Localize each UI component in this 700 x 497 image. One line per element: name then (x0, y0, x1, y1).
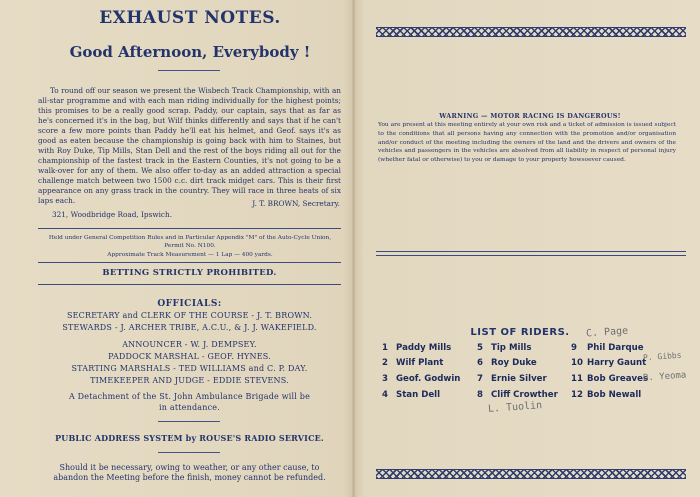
divider (38, 284, 341, 285)
address: 321, Woodbridge Road, Ipswich. (52, 210, 173, 219)
betting-notice: BETTING STRICTLY PROHIBITED. (102, 268, 277, 278)
greeting-heading: Good Afternoon, Everybody ! (69, 43, 311, 61)
officials-heading: OFFICIALS: (157, 299, 222, 309)
pa-notice: PUBLIC ADDRESS SYSTEM by ROUSE'S RADIO SERVICE. (55, 433, 324, 443)
rider-entry: 10 Harry Gaunt (571, 358, 647, 368)
handwritten-note: P. Gibbs (642, 350, 682, 363)
warning-text: You are present at this meeting entirely at your own risk and a ticket of admission is issued subject to the conditions that all persons having any connection with the promotion and/or organisation and/or conduct of the meeting including the owners of the land and the drivers and owners of the vehicles and passengers in the vehicles are absolved from all liability in respect of personal injury (whether fatal or otherwise) to you or damage to your property howsoever caused. (378, 122, 676, 164)
rider-entry: 4 Stan Dell (382, 390, 441, 400)
handwritten-note: L. Tuolin (487, 400, 543, 415)
weather-notice-cont: abandon the Meeting before the finish, money cannot be refunded. (53, 473, 326, 482)
official-line: STARTING MARSHALS - TED WILLIAMS and C. P. DAY. (71, 364, 308, 373)
official-line: TIMEKEEPER AND JUDGE - EDDIE STEVENS. (90, 376, 289, 385)
divider (158, 70, 220, 71)
track-measurement: Approximate Track Measurement — 1 Lap — 400 yards. (107, 252, 273, 258)
permit-text: Held under General Competition Rules and in Particular Appendix "M" of the Auto-Cycle Union, Permit No. N100. (48, 235, 332, 249)
divider (38, 228, 341, 229)
divider (158, 421, 220, 422)
ambulance-note: A Detachment of the St. John Ambulance Brigade will be (68, 392, 311, 401)
page-fold (352, 0, 356, 497)
signature: J. T. BROWN, Secretary. (252, 199, 340, 208)
rider-entry: 6 Roy Duke (477, 358, 537, 368)
rider-entry: 8 Cliff Crowther (477, 390, 558, 400)
rider-entry: 7 Ernie Silver (477, 374, 547, 384)
handwritten-note: B. Yeoma (642, 370, 687, 384)
bottom-border-ornament (376, 469, 686, 479)
official-line: PADDOCK MARSHAL - GEOF. HYNES. (108, 352, 271, 361)
divider (376, 255, 686, 256)
page-title: EXHAUST NOTES. (99, 8, 281, 28)
handwritten-note: C. Page (585, 325, 629, 340)
rider-entry: 12 Bob Newall (571, 390, 642, 400)
official-line: STEWARDS - J. ARCHER TRIBE, A.C.U., & J. J. WAKEFIELD. (62, 323, 317, 332)
intro-paragraph: To round off our season we present the Wisbech Track Championship, with an all-star programme and with each man riding individually for the highest points; this promises to be a really good scrap. Paddy, our captain, says that as far as he's concerned it's in the bag, but Wilf thinks differently and says that if he can't score a few more points than Paddy he'll eat his helmet, and Geof. says it's as good as eaten because the championship is going back with him to Staines, but with Roy Duke, Tip Mills, Stan Dell and the rest of the boys riding all out for the championship of the fastest track in the Eastern Counties, it's not going to be a walk-over for any of them. We also offer to-day as an added attraction a special challenge match between two 1500 c.c. dirt track midget cars. This is their first appearance on any grass track in the country. They will race in three heats of six laps each. (38, 86, 341, 205)
ambulance-note-cont: in attendance. (159, 403, 220, 412)
weather-notice: Should it be necessary, owing to weather, or any other cause, to (59, 463, 320, 472)
rider-entry: 2 Wilf Plant (382, 358, 444, 368)
rider-entry: 1 Paddy Mills (382, 343, 452, 353)
rider-entry: 11 Bob Greaves (571, 374, 649, 384)
rider-entry: 5 Tip Mills (477, 343, 532, 353)
top-border-ornament (376, 27, 686, 37)
riders-heading: LIST OF RIDERS. (470, 327, 570, 338)
rider-entry: 9 Phil Darque (571, 343, 644, 353)
warning-heading: WARNING — MOTOR RACING IS DANGEROUS! (439, 112, 621, 120)
official-line: SECRETARY and CLERK OF THE COURSE - J. T. BROWN. (66, 311, 313, 320)
rider-entry: 3 Geof. Godwin (382, 374, 461, 384)
divider (38, 262, 341, 263)
divider (158, 452, 220, 453)
official-line: ANNOUNCER - W. J. DEMPSEY. (122, 340, 257, 349)
intro-text (38, 86, 341, 206)
divider (376, 251, 686, 252)
